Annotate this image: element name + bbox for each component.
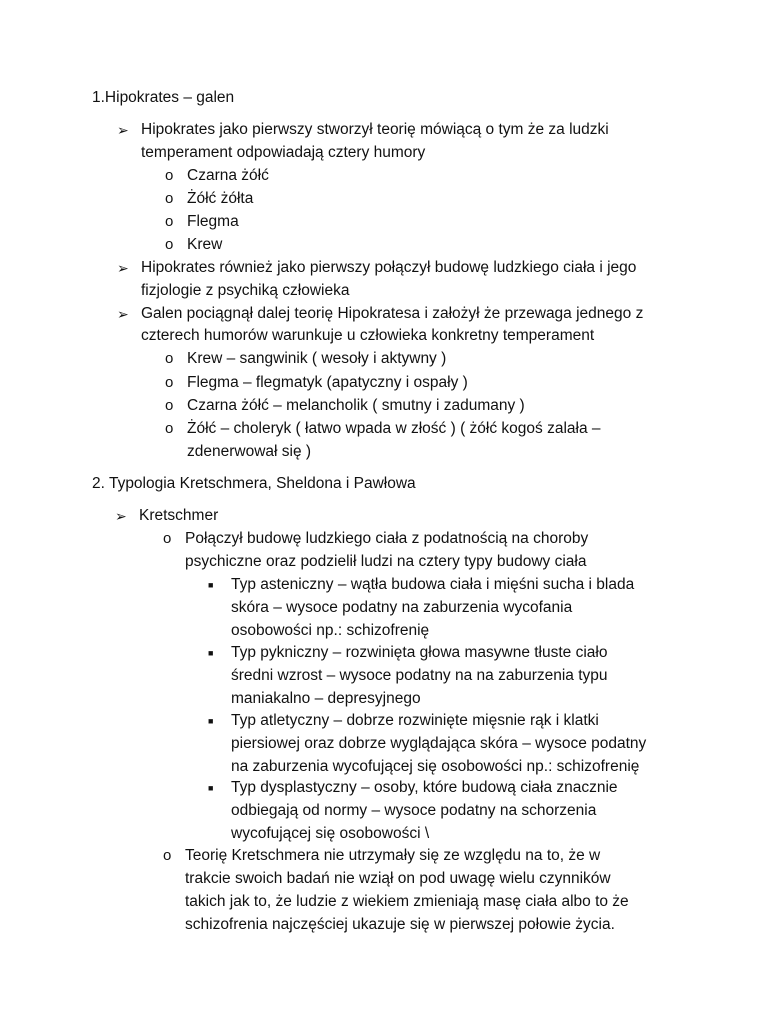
circle-bullet-icon: o — [163, 530, 172, 547]
body-type-3-line: Typ atletyczny – dobrze rozwinięte mięsnie rąk i klatki — [231, 712, 599, 729]
bullet-3-line-2: czterech humorów warunkuje u człowieka konkretny temperament — [141, 327, 595, 344]
section-1-heading: 1.Hipokrates – galen — [92, 89, 235, 106]
bullet-2-line-2: fizjologie z psychiką człowieka — [141, 282, 350, 299]
body-type-1-line: skóra – wysoce podatny na zaburzenia wycofania — [231, 599, 573, 616]
circle-bullet-icon: o — [165, 350, 174, 367]
square-bullet-icon: ■ — [208, 580, 214, 590]
kretschmer-point-2-line: Teorię Kretschmera nie utrzymały się ze względu na to, że w — [185, 847, 601, 864]
temperament-item: Krew – sangwinik ( wesoły i aktywny ) — [187, 350, 447, 367]
circle-bullet-icon: o — [165, 420, 174, 437]
bullet-1-line-1: Hipokrates jako pierwszy stworzył teorię mówiącą o tym że za ludzki — [141, 121, 609, 138]
body-type-1-line: osobowości np.: schizofrenię — [231, 622, 430, 639]
body-type-4-line: odbiegają od normy – wysoce podatny na schorzenia — [231, 802, 597, 819]
humor-item: Żółć żółta — [187, 190, 254, 207]
arrow-bullet-icon: ➢ — [117, 306, 129, 322]
circle-bullet-icon: o — [165, 167, 174, 184]
body-type-4-line: Typ dysplastyczny – osoby, które budową ciała znacznie — [231, 779, 618, 796]
square-bullet-icon: ■ — [208, 648, 214, 658]
circle-bullet-icon: o — [165, 213, 174, 230]
body-type-4-line: wycofującej się osobowości \ — [231, 825, 430, 842]
circle-bullet-icon: o — [165, 397, 174, 414]
temperament-item: Czarna żółć – melancholik ( smutny i zadumany ) — [187, 397, 525, 414]
circle-bullet-icon: o — [165, 374, 174, 391]
kretschmer-point-1-line-2: psychiczne oraz podzielił ludzi na cztery typy budowy ciała — [185, 553, 587, 570]
kretschmer-point-2-line: trakcie swoich badań nie wziął on pod uwagę wielu czynników — [185, 870, 611, 887]
kretschmer-label: Kretschmer — [139, 507, 219, 524]
arrow-bullet-icon: ➢ — [117, 260, 129, 276]
body-type-2-line: średni wzrost – wysoce podatny na na zaburzenia typu — [231, 667, 608, 684]
temperament-item-continuation: zdenerwował się ) — [187, 443, 312, 460]
square-bullet-icon: ■ — [208, 716, 214, 726]
section-2-heading: 2. Typologia Kretschmera, Sheldona i Pawłowa — [92, 475, 416, 492]
body-type-3-line: piersiowej oraz dobrze wyglądająca skóra – wysoce podatny — [231, 735, 647, 752]
body-type-3-line: na zaburzenia wycofującej się osobowości np.: schizofrenię — [231, 758, 640, 775]
arrow-bullet-icon: ➢ — [117, 122, 129, 138]
circle-bullet-icon: o — [165, 190, 174, 207]
kretschmer-point-2-line: schizofrenia najczęściej ukazuje się w pierwszej połowie życia. — [185, 916, 615, 933]
square-bullet-icon: ■ — [208, 783, 214, 793]
body-type-2-line: maniakalno – depresyjnego — [231, 690, 421, 707]
humor-item: Krew — [187, 236, 223, 253]
kretschmer-point-2-line: takich jak to, że ludzie z wiekiem zmieniają masę ciała albo to że — [185, 893, 629, 910]
temperament-item: Żółć – choleryk ( łatwo wpada w złość ) ( żółć kogoś zalała – — [187, 420, 601, 437]
humor-item: Flegma — [187, 213, 239, 230]
circle-bullet-icon: o — [165, 236, 174, 253]
bullet-1-line-2: temperament odpowiadają cztery humory — [141, 144, 426, 161]
body-type-2-line: Typ pykniczny – rozwinięta głowa masywne tłuste ciało — [231, 644, 608, 661]
humor-item: Czarna żółć — [187, 167, 269, 184]
body-type-1-line: Typ asteniczny – wątła budowa ciała i mięśni sucha i blada — [231, 576, 635, 593]
bullet-2-line-1: Hipokrates również jako pierwszy połączył budowę ludzkiego ciała i jego — [141, 259, 637, 276]
bullet-3-line-1: Galen pociągnął dalej teorię Hipokratesa i założył że przewaga jednego z — [141, 305, 644, 322]
kretschmer-point-1-line-1: Połączył budowę ludzkiego ciała z podatnością na choroby — [185, 530, 589, 547]
temperament-item: Flegma – flegmatyk (apatyczny i ospały ) — [187, 374, 468, 391]
circle-bullet-icon: o — [163, 847, 172, 864]
arrow-bullet-icon: ➢ — [115, 508, 127, 524]
